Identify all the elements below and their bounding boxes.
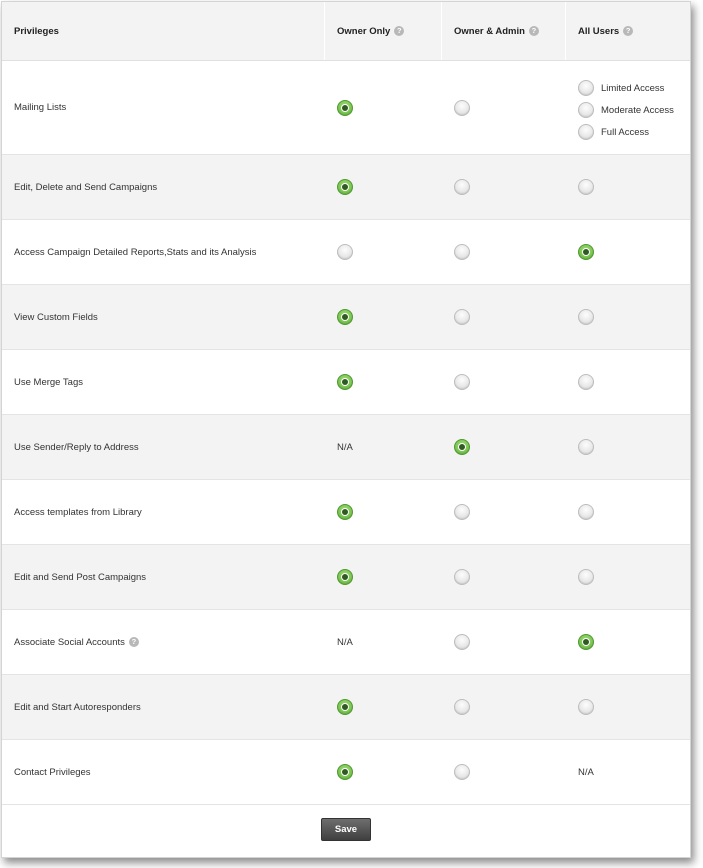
help-icon[interactable]: ? xyxy=(623,26,633,36)
owner-admin-cell xyxy=(454,61,564,154)
table-row xyxy=(2,155,690,220)
owner-only-radio[interactable] xyxy=(337,504,353,520)
table-row xyxy=(2,220,690,285)
privilege-label xyxy=(14,415,314,479)
all-users-cell xyxy=(578,155,688,219)
owner-admin-cell xyxy=(454,220,564,284)
table-row xyxy=(2,415,690,480)
all-users-cell xyxy=(578,220,688,284)
all-users-radio[interactable] xyxy=(578,179,594,195)
owner-only-cell xyxy=(337,545,437,609)
table-row xyxy=(2,545,690,610)
owner-only-cell xyxy=(337,675,437,739)
header-privileges-label: Privileges xyxy=(14,25,59,37)
owner-only-radio[interactable] xyxy=(337,244,353,260)
header-owner-only xyxy=(337,2,437,60)
owner-only-radio[interactable] xyxy=(337,179,353,195)
owner-only-radio[interactable] xyxy=(337,569,353,585)
privilege-label-text: Access templates from Library xyxy=(14,506,142,518)
all-users-cell xyxy=(578,545,688,609)
owner-only-cell xyxy=(337,480,437,544)
owner-only-cell xyxy=(337,155,437,219)
privilege-label-text: Use Sender/Reply to Address xyxy=(14,441,139,453)
table-row xyxy=(2,610,690,675)
owner-only-radio[interactable] xyxy=(337,374,353,390)
header-all-users xyxy=(578,2,688,60)
not-applicable-text: N/A xyxy=(578,766,594,778)
privilege-label-text: Edit and Start Autoresponders xyxy=(14,701,141,713)
all-users-cell xyxy=(578,675,688,739)
header-all-users-label: All Users xyxy=(578,25,620,37)
table-row xyxy=(2,675,690,740)
privilege-label-text: View Custom Fields xyxy=(14,311,98,323)
owner-admin-radio[interactable] xyxy=(454,699,470,715)
table-row xyxy=(2,480,690,545)
privilege-label-text: Edit, Delete and Send Campaigns xyxy=(14,181,158,193)
table-row-mailing-lists xyxy=(2,61,690,155)
header-owner-only-label: Owner Only xyxy=(337,25,391,37)
moderate-access-label: Moderate Access xyxy=(601,104,674,116)
owner-admin-radio[interactable] xyxy=(454,309,470,325)
owner-admin-cell xyxy=(454,610,564,674)
privilege-label xyxy=(14,350,314,414)
owner-admin-radio[interactable] xyxy=(454,374,470,390)
table-row xyxy=(2,740,690,805)
privilege-label xyxy=(14,285,314,349)
option-limited-access[interactable] xyxy=(578,77,674,99)
limited-access-radio[interactable] xyxy=(578,80,594,96)
all-users-access-options xyxy=(578,77,674,143)
privilege-label xyxy=(14,480,314,544)
table-header xyxy=(2,2,690,61)
owner-admin-cell xyxy=(454,285,564,349)
privilege-label-text: Use Merge Tags xyxy=(14,376,83,388)
all-users-cell xyxy=(578,415,688,479)
owner-admin-cell xyxy=(454,350,564,414)
all-users-cell xyxy=(578,350,688,414)
option-full-access[interactable] xyxy=(578,121,674,143)
owner-only-cell xyxy=(337,415,437,479)
owner-admin-radio[interactable] xyxy=(454,100,470,116)
owner-only-cell xyxy=(337,610,437,674)
owner-admin-radio[interactable] xyxy=(454,634,470,650)
owner-admin-radio[interactable] xyxy=(454,764,470,780)
all-users-radio[interactable] xyxy=(578,634,594,650)
owner-admin-radio[interactable] xyxy=(454,179,470,195)
owner-only-cell xyxy=(337,350,437,414)
privilege-label xyxy=(14,610,314,674)
option-moderate-access[interactable] xyxy=(578,99,674,121)
full-access-radio[interactable] xyxy=(578,124,594,140)
owner-admin-cell xyxy=(454,415,564,479)
owner-only-radio[interactable] xyxy=(337,309,353,325)
not-applicable-text: N/A xyxy=(337,636,353,648)
owner-admin-radio[interactable] xyxy=(454,439,470,455)
privilege-label-text: Edit and Send Post Campaigns xyxy=(14,571,147,583)
help-icon[interactable]: ? xyxy=(529,26,539,36)
owner-admin-cell xyxy=(454,155,564,219)
owner-admin-radio[interactable] xyxy=(454,504,470,520)
all-users-cell xyxy=(578,285,688,349)
limited-access-label: Limited Access xyxy=(601,82,665,94)
all-users-radio[interactable] xyxy=(578,699,594,715)
full-access-label: Full Access xyxy=(601,126,650,138)
owner-admin-cell xyxy=(454,480,564,544)
all-users-cell xyxy=(578,740,688,804)
owner-only-cell xyxy=(337,285,437,349)
table-row xyxy=(2,350,690,415)
help-icon[interactable]: ? xyxy=(394,26,404,36)
table-row xyxy=(2,285,690,350)
owner-only-radio[interactable] xyxy=(337,764,353,780)
all-users-radio[interactable] xyxy=(578,309,594,325)
privilege-label xyxy=(14,155,314,219)
privilege-label xyxy=(14,220,314,284)
owner-only-cell xyxy=(337,61,437,154)
privilege-label xyxy=(14,740,314,804)
owner-only-radio[interactable] xyxy=(337,699,353,715)
privilege-label-text: Access Campaign Detailed Reports,Stats and its Analysis xyxy=(14,246,257,258)
all-users-radio[interactable] xyxy=(578,504,594,520)
all-users-radio[interactable] xyxy=(578,569,594,585)
header-owner-admin-label: Owner & Admin xyxy=(454,25,525,37)
privilege-label-text: Contact Privileges xyxy=(14,766,91,778)
owner-admin-cell xyxy=(454,675,564,739)
all-users-radio[interactable] xyxy=(578,374,594,390)
owner-admin-radio[interactable] xyxy=(454,244,470,260)
save-button[interactable]: Save xyxy=(321,818,371,841)
owner-only-radio[interactable] xyxy=(337,100,353,116)
header-privileges xyxy=(14,2,314,60)
all-users-radio[interactable] xyxy=(578,439,594,455)
not-applicable-text: N/A xyxy=(337,441,353,453)
privilege-label xyxy=(14,675,314,739)
owner-admin-cell xyxy=(454,545,564,609)
privilege-label-text: Mailing Lists xyxy=(14,102,67,113)
all-users-cell xyxy=(578,610,688,674)
privileges-panel xyxy=(1,1,691,858)
help-icon[interactable]: ? xyxy=(129,637,139,647)
owner-only-cell xyxy=(337,220,437,284)
all-users-cell xyxy=(578,480,688,544)
header-owner-admin xyxy=(454,2,564,60)
owner-only-cell xyxy=(337,740,437,804)
privilege-label-text: Associate Social Accounts xyxy=(14,636,125,648)
owner-admin-cell xyxy=(454,740,564,804)
moderate-access-radio[interactable] xyxy=(578,102,594,118)
privilege-label xyxy=(14,545,314,609)
privilege-label xyxy=(14,61,314,154)
owner-admin-radio[interactable] xyxy=(454,569,470,585)
all-users-radio[interactable] xyxy=(578,244,594,260)
